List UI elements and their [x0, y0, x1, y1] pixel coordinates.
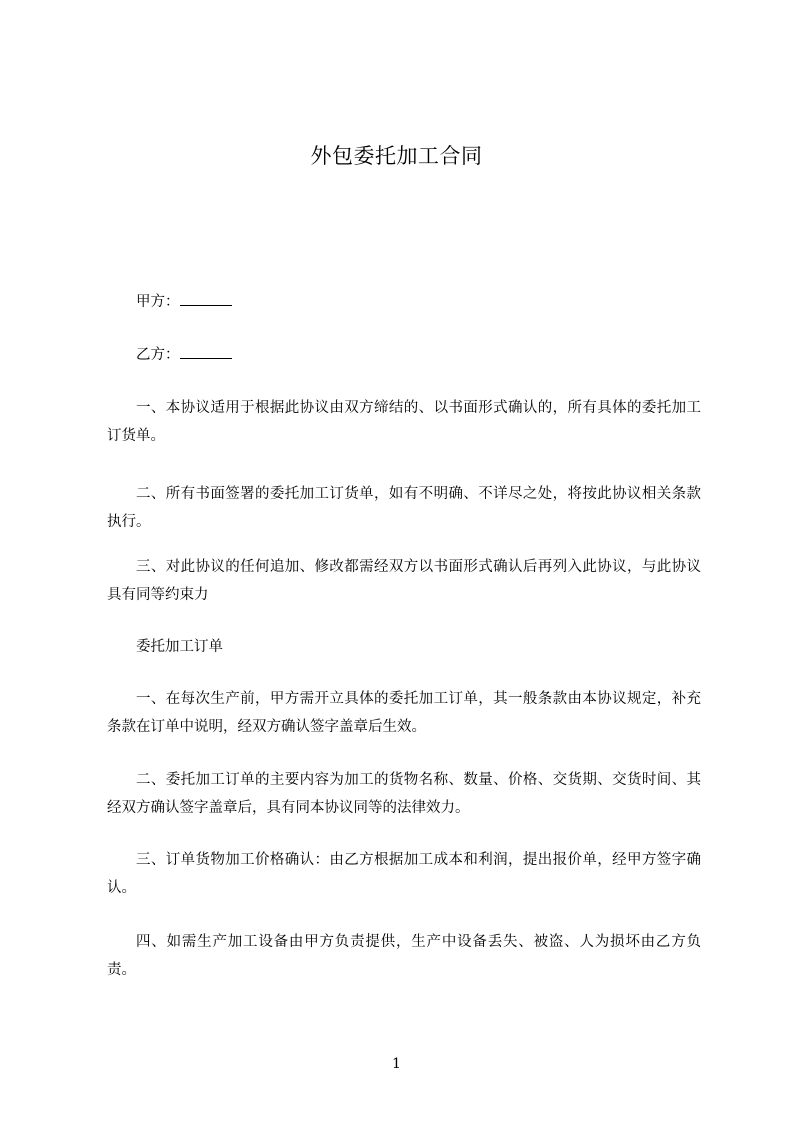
- order-clause-4: 四、如需生产加工设备由甲方负责提供，生产中设备丢失、被盗、人为损坏由乙方负责。: [107, 934, 701, 978]
- party-b-field: [136, 342, 232, 367]
- clause-3: 三、对此协议的任何追加、修改都需经双方以书面形式确认后再列入此协议，与此协议具有同等约束力: [107, 559, 701, 603]
- page-number: 1: [392, 1056, 401, 1072]
- party-a-blank: [180, 289, 232, 306]
- clause-1: 一、本协议适用于根据此协议由双方缔结的、以书面形式确认的，所有具体的委托加工订货单。: [107, 400, 701, 444]
- party-b-blank: [180, 342, 232, 359]
- party-b-label: 乙方：: [136, 347, 180, 363]
- clause-2: 二、所有书面签署的委托加工订货单，如有不明确、不详尽之处，将按此协议相关条款执行。: [107, 486, 701, 530]
- section-heading: 委托加工订单: [136, 639, 223, 655]
- document-title: 外包委托加工合同: [310, 144, 483, 168]
- party-a-label: 甲方：: [136, 294, 180, 310]
- order-clause-1: 一、在每次生产前，甲方需开立具体的委托加工订单，其一般条款由本协议规定，补充条款在订单中说明，经双方确认签字盖章后生效。: [107, 691, 701, 735]
- order-clause-3: 三、订单货物加工价格确认：由乙方根据加工成本和利润，提出报价单，经甲方签字确认。: [107, 852, 701, 896]
- party-a-field: [136, 289, 232, 314]
- order-clause-2: 二、委托加工订单的主要内容为加工的货物名称、数量、价格、交货期、交货时间、其经双方确认签字盖章后，具有同本协议同等的法律效力。: [107, 772, 701, 816]
